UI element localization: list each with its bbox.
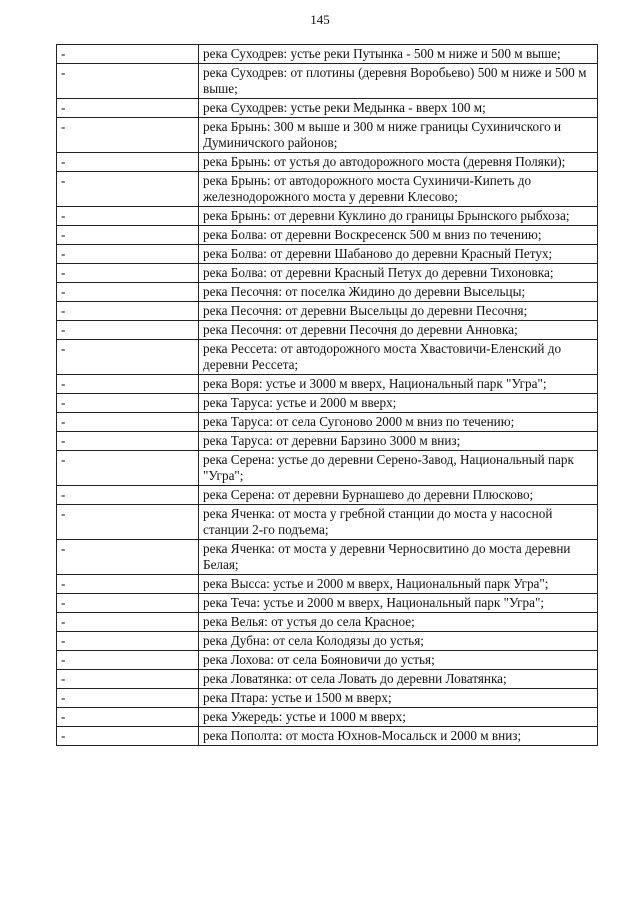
table-row (57, 264, 598, 283)
row-marker: - (57, 505, 199, 540)
row-marker: - (57, 394, 199, 413)
row-text: река Велья: от устья до села Красное; (199, 613, 598, 632)
row-text: река Воря: устье и 3000 м вверх, Национальный парк "Угра"; (199, 375, 598, 394)
row-text: река Брынь: от устья до автодорожного моста (деревня Поляки); (199, 153, 598, 172)
table-row (57, 283, 598, 302)
row-text: река Ловатянка: от села Ловать до деревни Ловатянка; (199, 670, 598, 689)
table-row (57, 153, 598, 172)
table-row (57, 451, 598, 486)
row-text: река Брынь: от деревни Куклино до границы Брынского рыбхоза; (199, 207, 598, 226)
row-text: река Песочня: от поселка Жидино до деревни Высельцы; (199, 283, 598, 302)
row-marker: - (57, 727, 199, 746)
table-row (57, 172, 598, 207)
table-row (57, 64, 598, 99)
table-row (57, 575, 598, 594)
row-text: река Рессета: от автодорожного моста Хвастовичи-Еленский до деревни Рессета; (199, 340, 598, 375)
table-row (57, 321, 598, 340)
table-row (57, 375, 598, 394)
row-marker: - (57, 632, 199, 651)
row-marker: - (57, 321, 199, 340)
row-text: река Лохова: от села Бояновичи до устья; (199, 651, 598, 670)
row-marker: - (57, 540, 199, 575)
row-text: река Болва: от деревни Шабаново до деревни Красный Петух; (199, 245, 598, 264)
row-text: река Суходрев: от плотины (деревня Воробьево) 500 м ниже и 500 м выше; (199, 64, 598, 99)
table-row (57, 45, 598, 64)
row-marker: - (57, 375, 199, 394)
row-text: река Высса: устье и 2000 м вверх, Национальный парк Угра"; (199, 575, 598, 594)
table-body (57, 45, 598, 746)
row-marker: - (57, 613, 199, 632)
row-text: река Песочня: от деревни Песочня до деревни Анновка; (199, 321, 598, 340)
table-row (57, 486, 598, 505)
row-text: река Ячeнка: от моста у гребной станции до моста у насосной станции 2-го подъема; (199, 505, 598, 540)
row-marker: - (57, 340, 199, 375)
table-row (57, 613, 598, 632)
row-marker: - (57, 451, 199, 486)
row-marker: - (57, 207, 199, 226)
table-row (57, 651, 598, 670)
row-text: река Болва: от деревни Воскресенск 500 м вниз по течению; (199, 226, 598, 245)
row-marker: - (57, 118, 199, 153)
row-text: река Птара: устье и 1500 м вверх; (199, 689, 598, 708)
row-marker: - (57, 64, 199, 99)
table-row (57, 245, 598, 264)
row-marker: - (57, 413, 199, 432)
table-row (57, 394, 598, 413)
row-text: река Брынь: от автодорожного моста Сухиничи-Кипеть до железнодорожного моста у деревни Клесово; (199, 172, 598, 207)
row-text: река Ячeнка: от моста у деревни Черносвитино до моста деревни Белая; (199, 540, 598, 575)
table-row (57, 670, 598, 689)
row-text: река Болва: от деревни Красный Петух до деревни Тихоновка; (199, 264, 598, 283)
table-row (57, 302, 598, 321)
row-marker: - (57, 153, 199, 172)
row-marker: - (57, 670, 199, 689)
row-text: река Серена: от деревни Бурнашево до деревни Плюсково; (199, 486, 598, 505)
table-row (57, 505, 598, 540)
row-marker: - (57, 172, 199, 207)
page-number: 145 (310, 12, 330, 27)
table-row (57, 727, 598, 746)
row-text: река Серена: устье до деревни Серено-Завод, Национальный парк "Угра"; (199, 451, 598, 486)
table-row (57, 708, 598, 727)
row-marker: - (57, 486, 199, 505)
row-text: река Дубна: от села Колодязы до устья; (199, 632, 598, 651)
row-marker: - (57, 226, 199, 245)
table-row (57, 226, 598, 245)
row-text: река Суходрев: устье реки Путынка - 500 м ниже и 500 м выше; (199, 45, 598, 64)
row-marker: - (57, 594, 199, 613)
row-text: река Теча: устье и 2000 м вверх, Национальный парк "Угра"; (199, 594, 598, 613)
row-marker: - (57, 302, 199, 321)
table-row (57, 118, 598, 153)
table-row (57, 99, 598, 118)
row-text: река Суходрев: устье реки Медынка - вверх 100 м; (199, 99, 598, 118)
row-text: река Брынь: 300 м выше и 300 м ниже границы Сухиничского и Думиничского районов; (199, 118, 598, 153)
row-marker: - (57, 45, 199, 64)
row-marker: - (57, 689, 199, 708)
row-text: река Ужередь: устье и 1000 м вверх; (199, 708, 598, 727)
row-marker: - (57, 283, 199, 302)
table-row (57, 340, 598, 375)
row-text: река Пополта: от моста Юхнов-Мосальск и 2000 м вниз; (199, 727, 598, 746)
row-text: река Таруса: устье и 2000 м вверх; (199, 394, 598, 413)
row-text: река Таруса: от деревни Барзино 3000 м вниз; (199, 432, 598, 451)
row-marker: - (57, 432, 199, 451)
table-row (57, 413, 598, 432)
row-text: река Песочня: от деревни Высельцы до деревни Песочня; (199, 302, 598, 321)
table-row (57, 689, 598, 708)
row-marker: - (57, 99, 199, 118)
table-row (57, 540, 598, 575)
row-marker: - (57, 245, 199, 264)
table-row (57, 207, 598, 226)
rivers-table (56, 44, 598, 746)
table-row (57, 594, 598, 613)
row-marker: - (57, 575, 199, 594)
row-marker: - (57, 264, 199, 283)
row-text: река Таруса: от села Сугоново 2000 м вниз по течению; (199, 413, 598, 432)
table-row (57, 632, 598, 651)
row-marker: - (57, 708, 199, 727)
row-marker: - (57, 651, 199, 670)
table-row (57, 432, 598, 451)
